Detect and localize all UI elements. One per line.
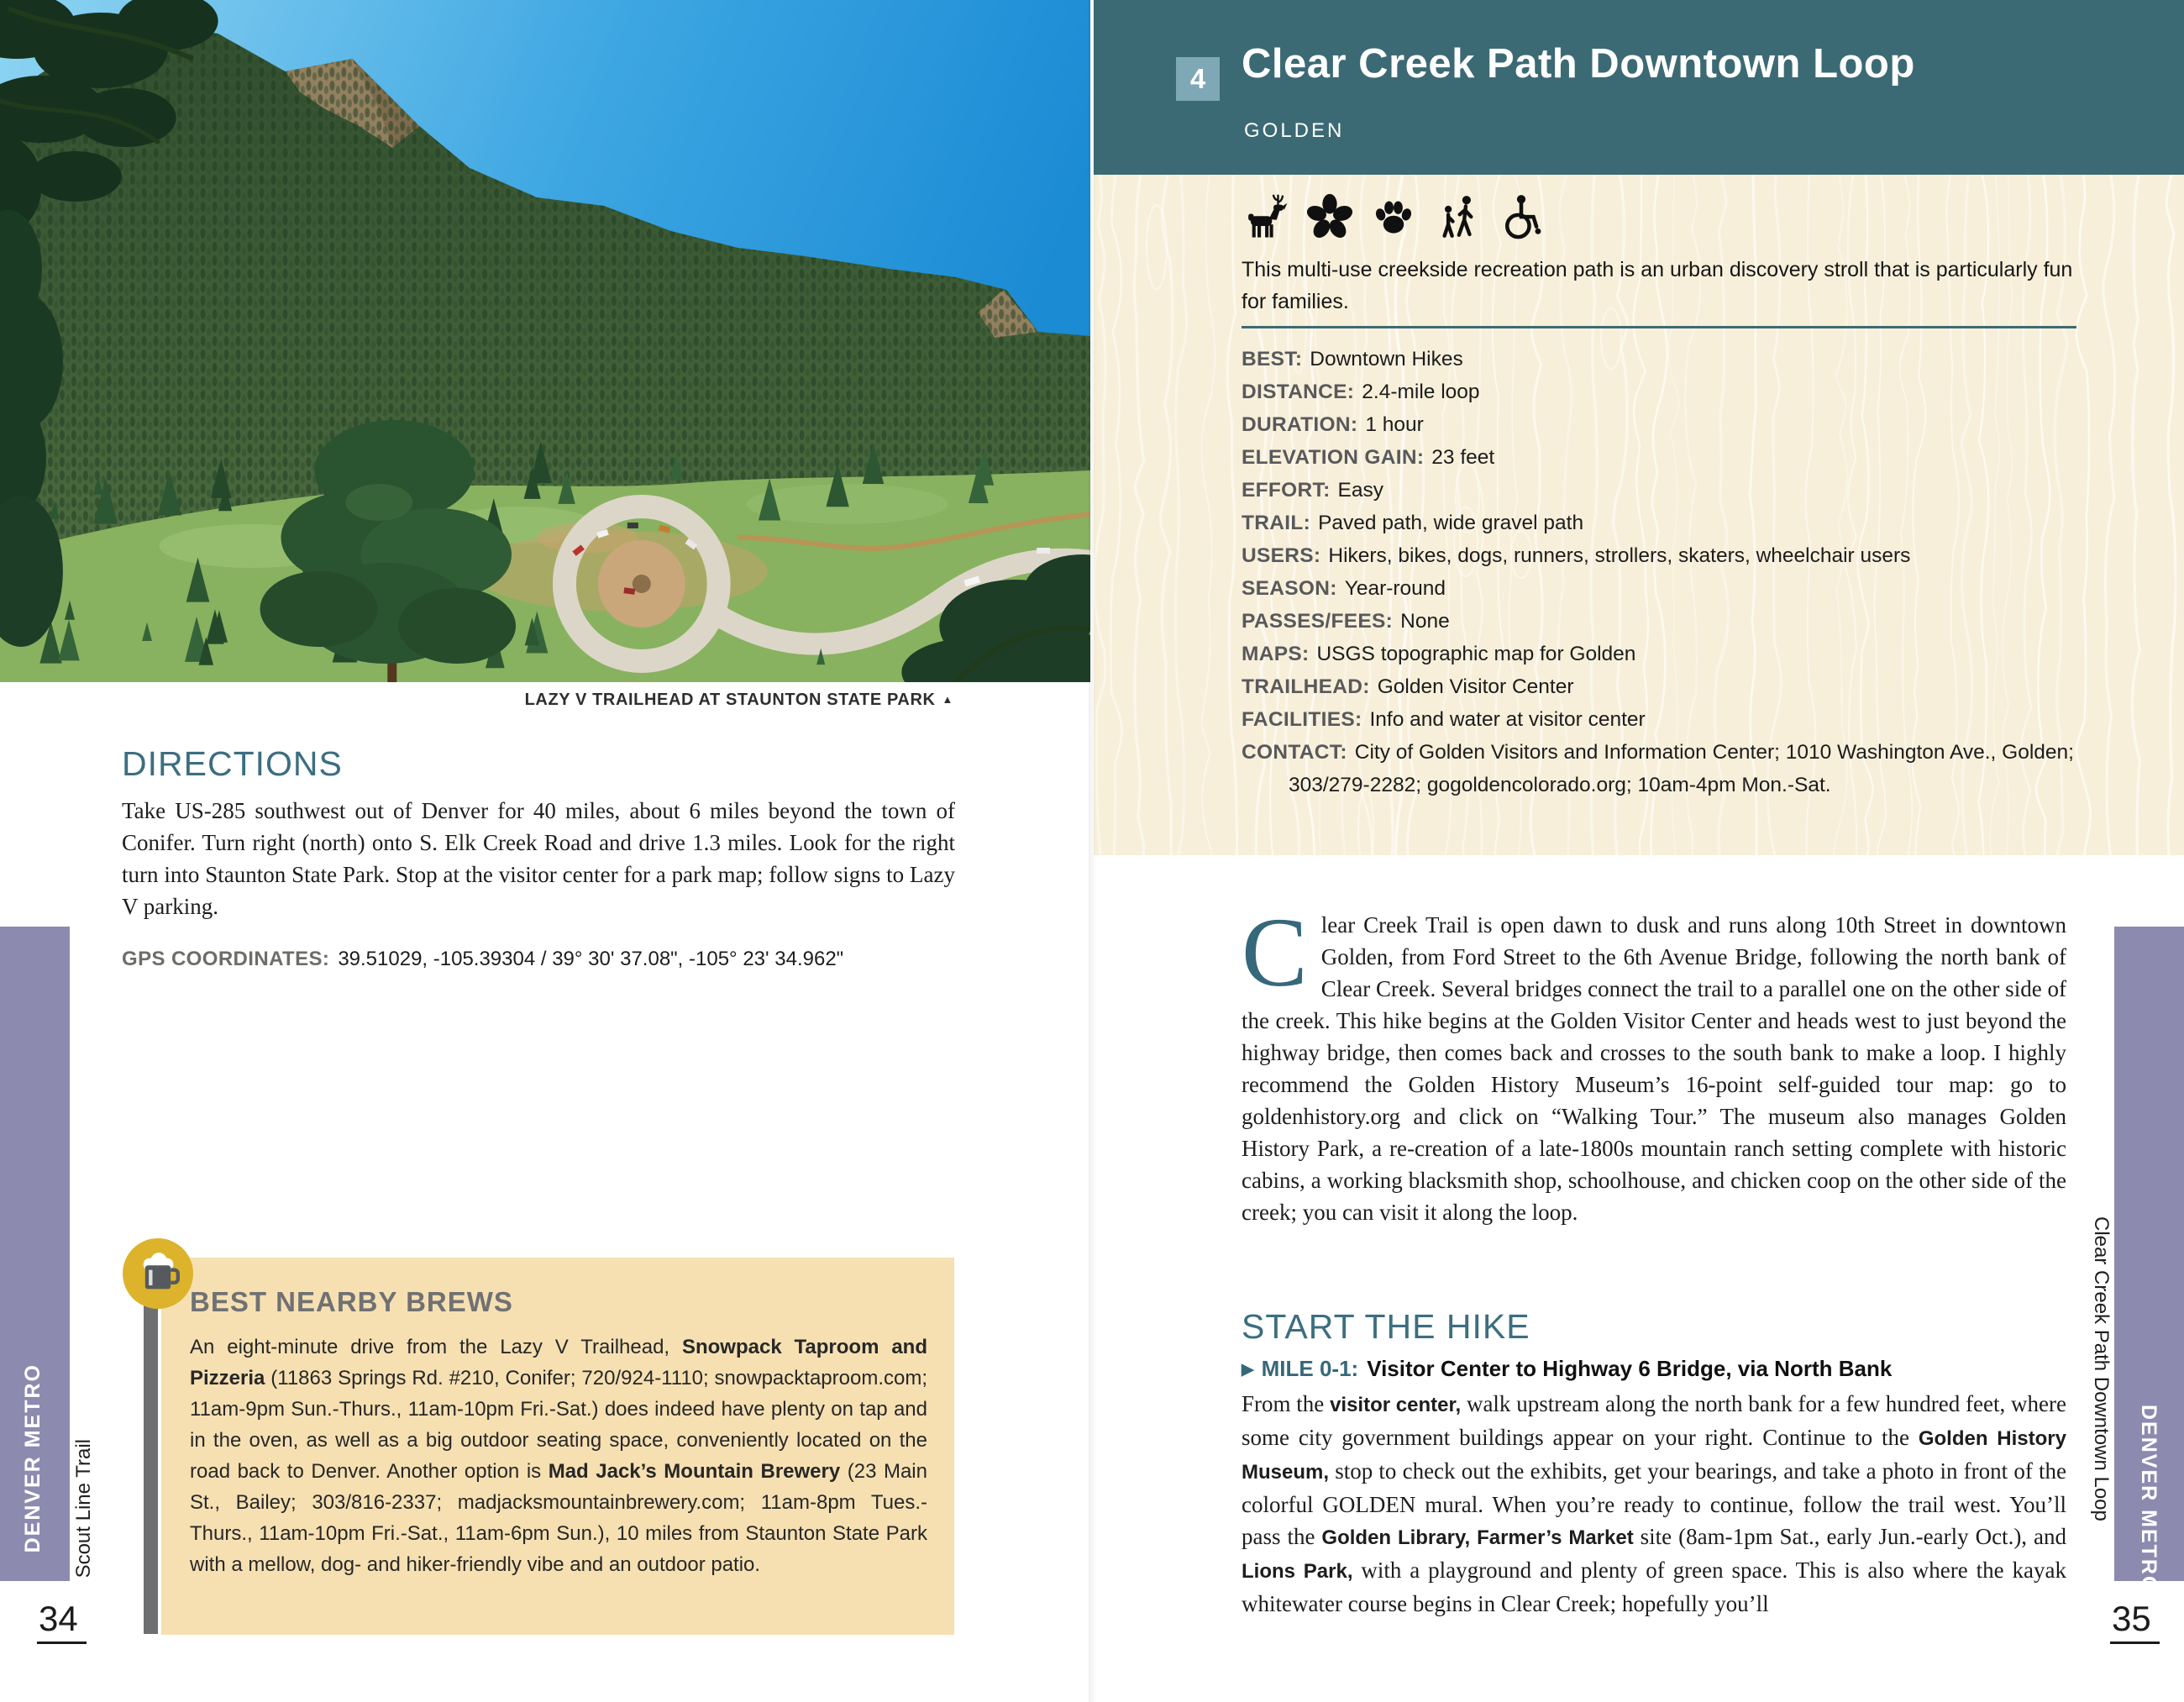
stat-row <box>1242 736 2076 801</box>
photo-caption <box>122 691 953 710</box>
gps-value: 39.51029, -105.39304 / 39° 30' 37.08", -105° 23' 34.962" <box>338 948 844 970</box>
stat-value: Paved path, wide gravel path <box>1318 512 1584 534</box>
stat-label: EFFORT: <box>1242 479 1331 502</box>
stat-row <box>1242 376 2076 408</box>
trail-intro: This multi-use creekside recreation path is an urban discovery stroll that is particularly fun for families. <box>1242 258 2073 313</box>
stat-value: Golden Visitor Center <box>1377 675 1574 698</box>
directions-body: Take US-285 southwest out of Denver for 40 miles, about 6 miles beyond the town of Conifer. Turn right (north) onto S. Elk Creek Road and drive 1.3 miles. Look for the right turn into Staunton State Park. Stop at the visitor center for a park map; follow signs to Lazy V parking. <box>122 798 955 919</box>
start-hike-heading: START THE HIKE <box>1242 1307 1530 1346</box>
stat-row <box>1242 638 2076 670</box>
stat-label: SEASON: <box>1242 577 1337 600</box>
stat-row <box>1242 539 2076 572</box>
brews-accent-bar <box>144 1270 158 1634</box>
stat-label: DISTANCE: <box>1242 381 1355 403</box>
deer-icon <box>1242 193 1290 242</box>
stat-label: FACILITIES: <box>1242 708 1362 731</box>
stat-row <box>1242 507 2076 539</box>
stat-label: BEST: <box>1242 348 1303 370</box>
beer-icon-badge <box>123 1238 193 1309</box>
trail-stats-panel <box>1094 175 2184 855</box>
gps-coordinates <box>122 948 955 971</box>
mile-arrow-icon: ▶ <box>1242 1361 1254 1379</box>
stat-label: USERS: <box>1242 544 1321 567</box>
trail-number-badge: 4 <box>1176 57 1220 101</box>
stat-value: None <box>1400 610 1450 633</box>
photo-caption-text: LAZY V TRAILHEAD AT STAUNTON STATE PARK <box>524 691 936 709</box>
trail-header <box>1094 0 2184 175</box>
page-number-left: 34 <box>37 1599 87 1644</box>
stat-row <box>1242 441 2076 474</box>
directions-heading: DIRECTIONS <box>122 744 343 783</box>
stat-row <box>1242 343 2076 376</box>
region-label-left: DENVER METRO <box>21 1363 45 1552</box>
region-label-right: DENVER METRO <box>2137 1405 2160 1594</box>
trail-label-left: Scout Line Trail <box>72 1438 95 1578</box>
intro-divider <box>1242 326 2076 328</box>
stat-label: MAPS: <box>1242 643 1310 665</box>
brews-body: An eight-minute drive from the Lazy V Trailhead, Snowpack Taproom and Pizzeria (11863 Springs Rd. #210, Conifer; 720/924-1110; snowpacktaproom.com; 11am-9pm Sun.-Thurs., 11am-10pm Fri.-Sat.) does indeed have plenty on tap and in the oven, as well as a big outdoor seating space, conveniently located on the road back to Denver. Another option is Mad Jack’s Mountain Brewery (23 Main St., Bailey; 303/816-2337; madjacksmountainbrewery.com; 11am-8pm Tues.-Thurs., 11am-10pm Fri.-Sat., 11am-6pm Sun.), 10 miles from Staunton State Park with a mellow, dog- and hiker-friendly vibe and an outdoor patio. <box>190 1336 927 1576</box>
paw-icon <box>1369 193 1418 242</box>
article-paragraph <box>1242 897 2066 1228</box>
stat-value: City of Golden Visitors and Information Center; 1010 Washington Ave., Golden; 303/279-2282; gogoldencolorado.org; 10am-4pm Mon.-Sat. <box>1289 741 2074 796</box>
beer-icon <box>136 1252 180 1295</box>
stat-label: TRAILHEAD: <box>1242 675 1370 698</box>
stat-value: 2.4-mile loop <box>1362 381 1480 403</box>
stat-value: Year-round <box>1344 577 1446 600</box>
caption-triangle-icon: ▲ <box>942 693 953 706</box>
stat-value: Info and water at visitor center <box>1369 708 1646 731</box>
hikers-icon <box>1433 193 1482 242</box>
stat-value: Easy <box>1337 479 1383 502</box>
trail-feature-icons <box>1242 193 1546 242</box>
trail-title: Clear Creek Path Downtown Loop <box>1242 41 1915 87</box>
landscape-illustration <box>0 0 1090 682</box>
mile-heading <box>1242 1356 2066 1382</box>
stat-label: PASSES/FEES: <box>1242 610 1394 633</box>
article-text: lear Creek Trail is open dawn to dusk and runs along 10th Street in downtown Golden, from Ford Street to the 6th Avenue Bridge, following the north bank of Clear Creek. Several bridges connect the trail to a parallel one on the other side of the creek. This hike begins at the Golden Visitor Center and heads west to just beyond the highway bridge, then comes back and crosses to the south bank to make a loop. I highly recommend the Golden History Museum’s 16-point self-guided tour map: go to goldenhistory.org and click on “Walking Tour.” The museum also manages Golden History Park, a re-creation of a late-1800s mountain ranch setting complete with historic cabins, a working blacksmith shop, schoolhouse, and chicken coop on the other side of the creek; you can visit it along the loop. <box>1242 912 2066 1225</box>
stats-list <box>1242 343 2076 801</box>
stat-row <box>1242 408 2076 441</box>
trailhead-photo <box>0 0 1090 682</box>
stat-label: ELEVATION GAIN: <box>1242 446 1425 469</box>
wheelchair-icon <box>1497 193 1546 242</box>
dropcap: C <box>1242 897 1308 1007</box>
stat-value: USGS topographic map for Golden <box>1316 643 1636 665</box>
trail-location: GOLDEN <box>1244 119 1345 142</box>
trail-label-right: Clear Creek Path Downtown Loop <box>2090 1216 2113 1521</box>
page-number-right: 35 <box>2110 1599 2160 1644</box>
stat-value: Downtown Hikes <box>1310 348 1463 370</box>
brews-sidebar-box <box>161 1258 954 1635</box>
mile-title: Visitor Center to Highway 6 Bridge, via North Bank <box>1367 1356 1893 1381</box>
flower-icon <box>1305 193 1354 242</box>
gps-label: GPS COORDINATES: <box>122 948 330 970</box>
stat-label: TRAIL: <box>1242 512 1311 534</box>
mile-label: MILE 0-1: <box>1261 1356 1359 1381</box>
stat-value: Hikers, bikes, dogs, runners, strollers, skaters, wheelchair users <box>1328 544 1911 567</box>
brews-title: BEST NEARBY BREWS <box>190 1286 513 1317</box>
stat-row <box>1242 605 2076 638</box>
stat-label: DURATION: <box>1242 413 1358 436</box>
mile-paragraph: From the visitor center, walk upstream along the north bank for a few hundred feet, where some city government buildings appear on your right. Continue to the Golden History Museum, stop to check out the exhibits, get your bearings, and take a photo in front of the colorful GOLDEN mural. When you’re ready to continue, follow the trail west. You’ll pass the Golden Library, Farmer’s Market site (8am-1pm Sat., early Jun.-early Oct.), and Lions Park, with a playground and plenty of green space. This is also where the kayak whitewater course begins in Clear Creek; hopefully you’ll <box>1242 1391 2067 1616</box>
stat-label: CONTACT: <box>1242 741 1347 764</box>
stat-row <box>1242 670 2076 703</box>
stat-value: 1 hour <box>1365 413 1424 436</box>
stat-row <box>1242 474 2076 507</box>
stat-row <box>1242 572 2076 605</box>
stat-value: 23 feet <box>1431 446 1495 469</box>
stat-row <box>1242 703 2076 736</box>
